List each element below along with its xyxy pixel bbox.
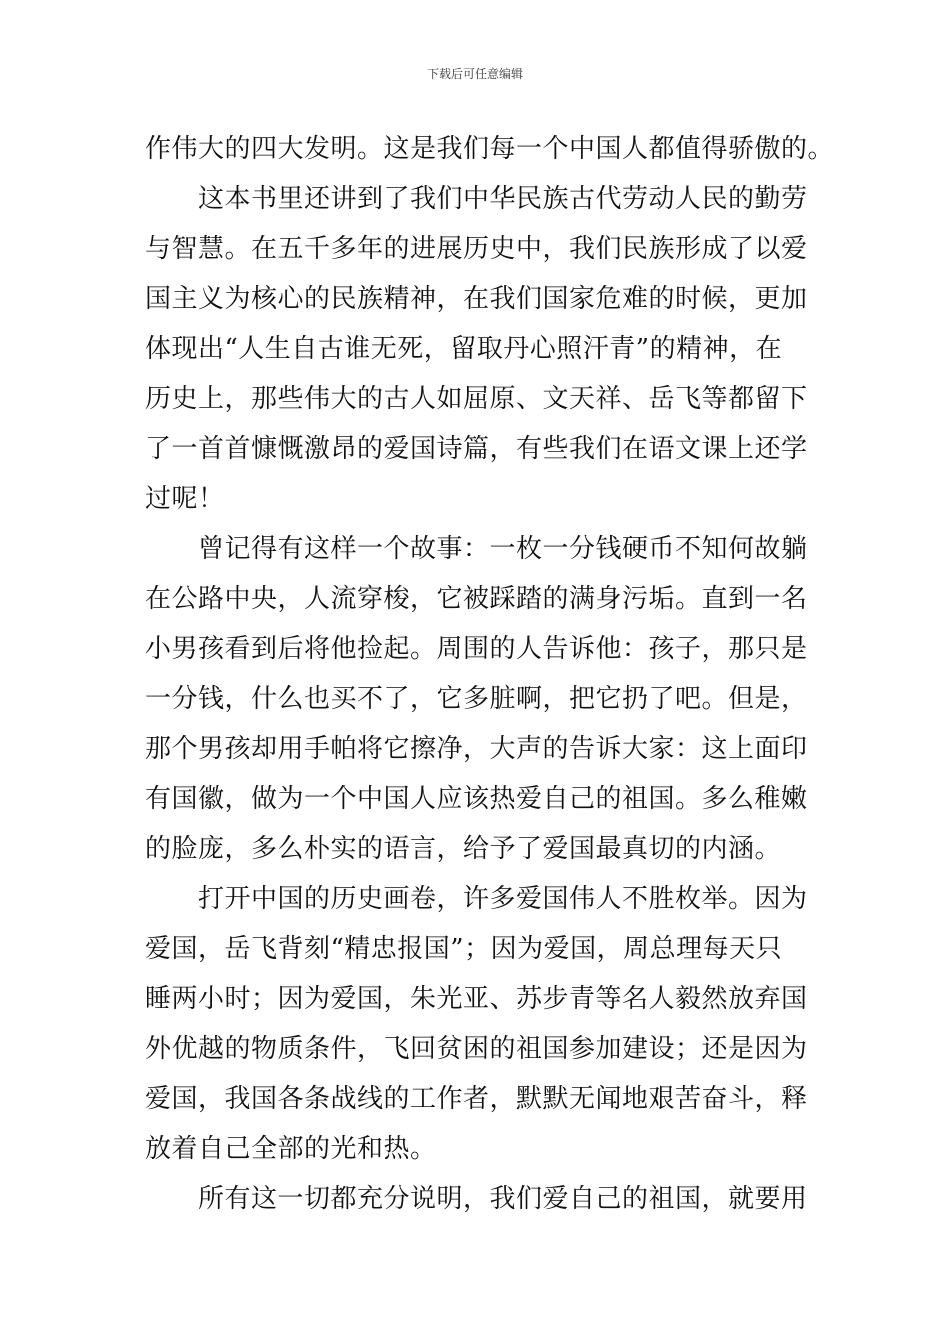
text-line: 曾记得有这样一个故事：一枚一分钱硬币不知何故躺 [198,534,808,564]
text-line: 体现出“人生自古谁无死，留取丹心照汗青”的精神，在 [145,334,783,364]
paragraph [145,1174,810,1224]
paragraph [145,124,835,174]
text-line: 爱国，岳飞背刻“精忠报国”；因为爱国，周总理每天只 [145,934,783,964]
text-line: 这本书里还讲到了我们中华民族古代劳动人民的勤劳 [198,184,808,214]
paragraph [145,174,810,524]
text-line: 了一首首慷慨激昂的爱国诗篇，有些我们在语文课上还学 [145,434,808,464]
page-header: 下载后可任意编辑 [426,67,523,81]
text-line: 与智慧。在五千多年的进展历史中，我们民族形成了以爱 [145,234,808,264]
text-line: 打开中国的历史画卷，许多爱国伟人不胜枚举。因为 [198,884,808,914]
text-line: 放着自己全部的光和热。 [145,1134,437,1164]
text-line: 所有这一切都充分说明，我们爱自己的祖国，就要用 [198,1184,808,1214]
paragraph [145,874,810,1174]
text-line: 有国徽，做为一个中国人应该热爱自己的祖国。多么稚嫩 [145,784,808,814]
text-line: 国主义为核心的民族精神，在我们国家危难的时候，更加 [145,284,808,314]
paragraph [145,524,810,874]
text-line: 的脸庞，多么朴实的语言，给予了爱国最真切的内涵。 [145,834,782,864]
text-line: 一分钱，什么也买不了，它多脏啊，把它扔了吧。但是， [145,684,808,714]
text-line: 小男孩看到后将他捡起。周围的人告诉他：孩子，那只是 [145,634,808,664]
text-line: 爱国，我国各条战线的工作者，默默无闻地艰苦奋斗，释 [145,1084,808,1114]
text-line: 历史上，那些伟大的古人如屈原、文天祥、岳飞等都留下 [145,384,808,414]
body-text [145,124,835,1224]
text-line: 睡两小时；因为爱国，朱光亚、苏步青等名人毅然放弃国 [145,984,808,1014]
text-line: 在公路中央，人流穿梭，它被踩踏的满身污垢。直到一名 [145,584,808,614]
text-line: 过呢！ [145,484,225,514]
text-line: 那个男孩却用手帕将它擦净，大声的告诉大家：这上面印 [145,734,808,764]
text-line: 外优越的物质条件，飞回贫困的祖国参加建设；还是因为 [145,1034,808,1064]
text-line: 作伟大的四大发明。这是我们每一个中国人都值得骄傲的。 [145,134,835,164]
